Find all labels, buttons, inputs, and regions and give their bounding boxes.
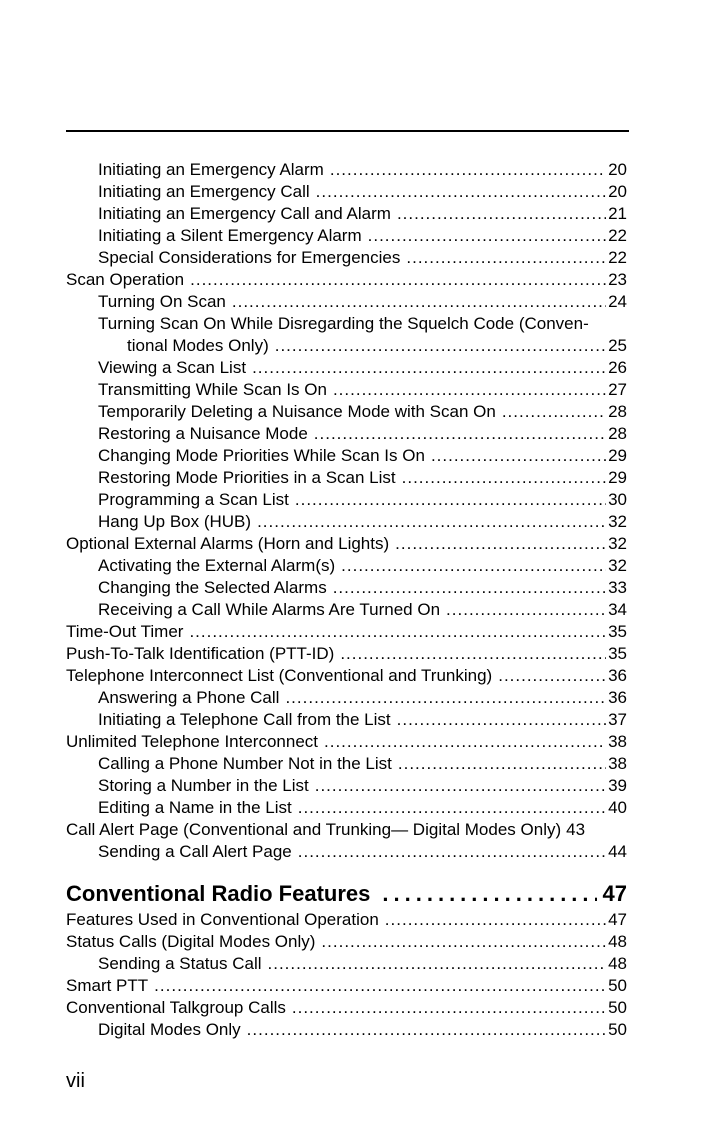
dot-leader [333,379,606,401]
toc-entry-title: Initiating an Emergency Call [98,182,310,201]
toc-entry-page: 29 [608,468,627,487]
dot-leader [502,401,606,423]
toc-entry-page: 44 [608,842,627,861]
toc-entry[interactable] [66,909,627,931]
section-title: Conventional Radio Features [66,881,371,906]
dot-leader [292,997,606,1019]
toc-entry-page: 37 [608,710,627,729]
toc-entry-title: Smart PTT [66,976,149,995]
toc-entry-title: Features Used in Conventional Operation [66,910,379,929]
toc-entry[interactable] [66,203,627,225]
toc-entry-title: Digital Modes Only [98,1020,241,1039]
toc-entry[interactable] [66,159,627,181]
toc-entry-title: Changing Mode Priorities While Scan Is On [98,446,425,465]
toc-entry-wrapped-line2[interactable] [66,335,627,357]
toc-entry-title: Optional External Alarms (Horn and Lights) [66,534,390,553]
dot-leader [446,599,606,621]
toc-entry-page: 24 [608,292,627,311]
toc-entry-page: 26 [608,358,627,377]
toc-entry-title: Answering a Phone Call [98,688,280,707]
toc-entry[interactable] [66,467,627,489]
toc-entry[interactable] [66,841,627,863]
toc-entry-title: Special Considerations for Emergencies [98,248,401,267]
toc-entry-title: Calling a Phone Number Not in the List [98,754,392,773]
dot-leader [154,975,606,997]
toc-entry-page: 20 [608,182,627,201]
dot-leader [431,445,606,467]
toc-entry-page: 34 [608,600,627,619]
toc-entry[interactable] [66,797,627,819]
toc-entry-title: Turning On Scan [98,292,226,311]
toc-entry-page: 20 [608,160,627,179]
toc-entry-call-alert[interactable] [66,819,627,841]
toc-entry-page: 32 [608,556,627,575]
toc-entry-page: 28 [608,402,627,421]
toc-entry-title: Time-Out Timer [66,622,184,641]
toc-entry[interactable] [66,533,627,555]
dot-leader [190,269,606,291]
toc-entry-title: Unlimited Telephone Interconnect [66,732,319,751]
toc-entry-title: Changing the Selected Alarms [98,578,327,597]
toc-entry-title: Hang Up Box (HUB) [98,512,252,531]
toc-entry-page: 50 [608,976,627,995]
dot-leader [321,931,606,953]
toc-entry-title: Storing a Number in the List [98,776,309,795]
toc-entry-page: 48 [608,954,627,973]
toc-entry-page: 21 [608,204,627,223]
toc-entry[interactable] [66,291,627,313]
dot-leader [252,357,606,379]
toc-entry[interactable] [66,269,627,291]
toc-entry-title: Initiating an Emergency Call and Alarm [98,204,391,223]
toc-entry-title: Transmitting While Scan Is On [98,380,327,399]
toc-entry-title: Turning Scan On While Disregarding the Squelch Code (Conven- [98,314,589,333]
toc-entry[interactable] [66,379,627,401]
toc-entry-title: Sending a Call Alert Page [98,842,292,861]
toc-entry[interactable] [66,181,627,203]
toc-entry[interactable] [66,489,627,511]
dot-leader [257,511,606,533]
toc-group [66,841,627,863]
toc-entry-page: 27 [608,380,627,399]
dot-leader [315,775,606,797]
toc-entry-title: Call Alert Page (Conventional and Trunking— Digital Modes Only) [66,820,562,839]
toc-entry[interactable] [66,599,627,621]
dot-leader [295,489,606,511]
toc-entry[interactable] [66,643,627,665]
toc-entry-title: Sending a Status Call [98,954,262,973]
toc-entry[interactable] [66,511,627,533]
toc-entry-page: 36 [608,688,627,707]
dot-leader [397,709,606,731]
dot-leader [324,731,606,753]
toc-entry-page: 50 [608,998,627,1017]
toc-entry[interactable] [66,753,627,775]
toc-entry-page: 32 [608,534,627,553]
toc-group [66,159,627,313]
toc-entry-page: 30 [608,490,627,509]
toc-section-heading[interactable] [66,879,627,909]
dot-leader [498,665,606,687]
toc-entry[interactable] [66,555,627,577]
toc-group [66,909,627,1041]
toc-entry[interactable] [66,423,627,445]
dot-leader [314,423,606,445]
section-page: 47 [602,881,627,906]
toc-entry[interactable] [66,709,627,731]
toc-entry-title: Restoring a Nuisance Mode [98,424,308,443]
toc-entry-title: Scan Operation [66,270,185,289]
toc-entry[interactable] [66,621,627,643]
toc-entry-title: Initiating a Telephone Call from the List [98,710,391,729]
dot-leader [268,953,607,975]
toc-entry-page: 39 [608,776,627,795]
toc-entry-page: 38 [608,732,627,751]
toc-entry-page: 33 [608,578,627,597]
dot-leader [298,797,606,819]
toc-entry[interactable] [66,687,627,709]
dot-leader [395,533,606,555]
section-spacer [66,863,627,879]
toc-entry-page: 35 [608,622,627,641]
toc-entry-title: Restoring Mode Priorities in a Scan List [98,468,396,487]
toc-entry[interactable] [66,997,627,1019]
page-number: vii [66,1070,85,1092]
toc-entry-title: tional Modes Only) [127,336,269,355]
dot-leader [189,621,606,643]
toc-entry[interactable] [66,445,627,467]
toc-entry-wrapped-line1[interactable] [66,313,627,335]
toc-entry[interactable] [66,225,627,247]
toc-entry-page: 22 [608,248,627,267]
toc-entry[interactable] [66,931,627,953]
dot-leader [316,181,606,203]
dot-leader [285,687,606,709]
dot-leader [247,1019,606,1041]
header-rule [66,130,629,132]
dot-leader [398,753,606,775]
toc-entry[interactable] [66,665,627,687]
dot-leader [340,643,606,665]
toc-entry-page: 38 [608,754,627,773]
toc-entry-page: 40 [608,798,627,817]
toc-entry[interactable] [66,731,627,753]
toc-entry-page: 28 [608,424,627,443]
dot-leader [298,841,606,863]
toc-entry-title: Receiving a Call While Alarms Are Turned On [98,600,441,619]
toc-entry[interactable] [66,401,627,423]
toc-entry[interactable] [66,775,627,797]
dot-leader [385,909,606,931]
dot-leader [368,225,606,247]
toc-entry-title: Status Calls (Digital Modes Only) [66,932,316,951]
dot-leader [341,555,606,577]
dot-leader [397,203,606,225]
toc-entry-title: Viewing a Scan List [98,358,247,377]
toc-entry-title: Editing a Name in the List [98,798,292,817]
toc-entry[interactable] [66,357,627,379]
toc-entry-title: Conventional Talkgroup Calls [66,998,286,1017]
dot-leader [382,879,596,909]
toc-entry[interactable] [66,953,627,975]
toc-entry-title: Initiating an Emergency Alarm [98,160,324,179]
toc-entry-page: 25 [608,336,627,355]
toc-entry-page: 35 [608,644,627,663]
toc-entry-page: 36 [608,666,627,685]
toc-entry-page: 43 [566,820,586,839]
dot-leader [333,577,606,599]
toc-entry-title: Programming a Scan List [98,490,289,509]
dot-leader [406,247,606,269]
toc-entry-title: Push-To-Talk Identification (PTT-ID) [66,644,335,663]
dot-leader [232,291,606,313]
toc-entry-page: 23 [608,270,627,289]
toc-entry[interactable] [66,247,627,269]
toc-entry-page: 32 [608,512,627,531]
toc-entry[interactable] [66,577,627,599]
toc-entry-title: Temporarily Deleting a Nuisance Mode with Scan On [98,402,496,421]
toc-entry[interactable] [66,1019,627,1041]
toc-entry-page: 47 [608,910,627,929]
dot-leader [402,467,606,489]
toc-entry-page: 22 [608,226,627,245]
toc-entry[interactable] [66,975,627,997]
toc-entry-title: Activating the External Alarm(s) [98,556,336,575]
table-of-contents [66,159,627,1041]
toc-entry-title: Initiating a Silent Emergency Alarm [98,226,362,245]
toc-entry-page: 48 [608,932,627,951]
toc-entry-page: 29 [608,446,627,465]
dot-leader [330,159,606,181]
toc-group [66,357,627,819]
toc-entry-page: 50 [608,1020,627,1039]
toc-entry-title: Telephone Interconnect List (Conventional and Trunking) [66,666,493,685]
dot-leader [275,335,606,357]
